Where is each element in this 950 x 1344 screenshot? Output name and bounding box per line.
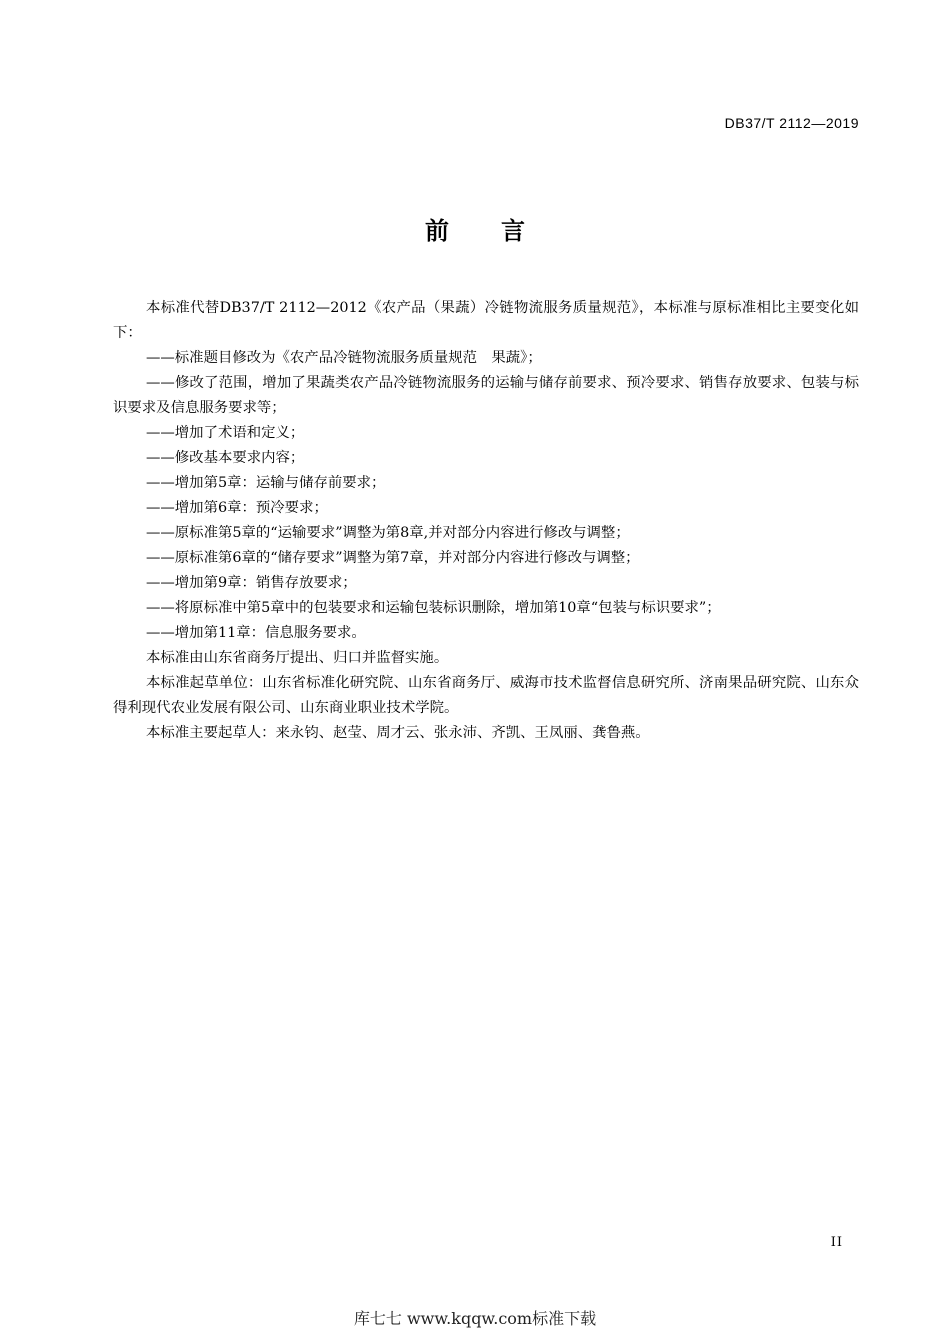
paragraph: 本标准主要起草人：来永钧、赵莹、周才云、张永沛、齐凯、王凤丽、龚鲁燕。	[146, 725, 650, 741]
paragraph: ——修改基本要求内容；	[146, 450, 305, 466]
foreword-body	[113, 296, 859, 746]
paragraph: ——修改了范围，增加了果蔬类农产品冷链物流服务的运输与储存前要求、预冷要求、销售存放要求、包装与标识要求及信息服务要求等；	[113, 375, 859, 416]
paragraph: 本标准起草单位：山东省标准化研究院、山东省商务厅、威海市技术监督信息研究所、济南果品研究院、山东众得利现代农业发展有限公司、山东商业职业技术学院。	[113, 675, 859, 716]
paragraph: ——将原标准中第5章中的包装要求和运输包装标识删除，增加第10章“包装与标识要求”；	[146, 600, 721, 616]
paragraph: 本标准由山东省商务厅提出、归口并监督实施。	[146, 650, 449, 666]
paragraph: ——增加第11章：信息服务要求。	[146, 625, 366, 641]
page-title	[0, 211, 950, 246]
document-code: DB37/T 2112—2019	[724, 115, 859, 131]
paragraph: ——增加第6章：预冷要求；	[146, 500, 328, 516]
paragraph: ——原标准第6章的“储存要求”调整为第7章，并对部分内容进行修改与调整；	[146, 550, 640, 566]
watermark-link[interactable]: 库七七 www.kqqw.com标准下载	[353, 1309, 597, 1328]
title-char-2: 言	[501, 217, 525, 245]
page-number: II	[830, 1235, 843, 1250]
paragraph: ——标准题目修改为《农产品冷链物流服务质量规范 果蔬》；	[146, 350, 542, 366]
paragraph: 本标准代替DB37/T 2112—2012《农产品（果蔬）冷链物流服务质量规范》，本标准与原标准相比主要变化如下：	[113, 300, 859, 341]
paragraph: ——增加第5章：运输与储存前要求；	[146, 475, 386, 491]
title-char-1: 前	[425, 217, 449, 245]
paragraph: ——增加了术语和定义；	[146, 425, 305, 441]
paragraph: ——原标准第5章的“运输要求”调整为第8章,并对部分内容进行修改与调整；	[146, 525, 630, 541]
paragraph: ——增加第9章：销售存放要求；	[146, 575, 357, 591]
